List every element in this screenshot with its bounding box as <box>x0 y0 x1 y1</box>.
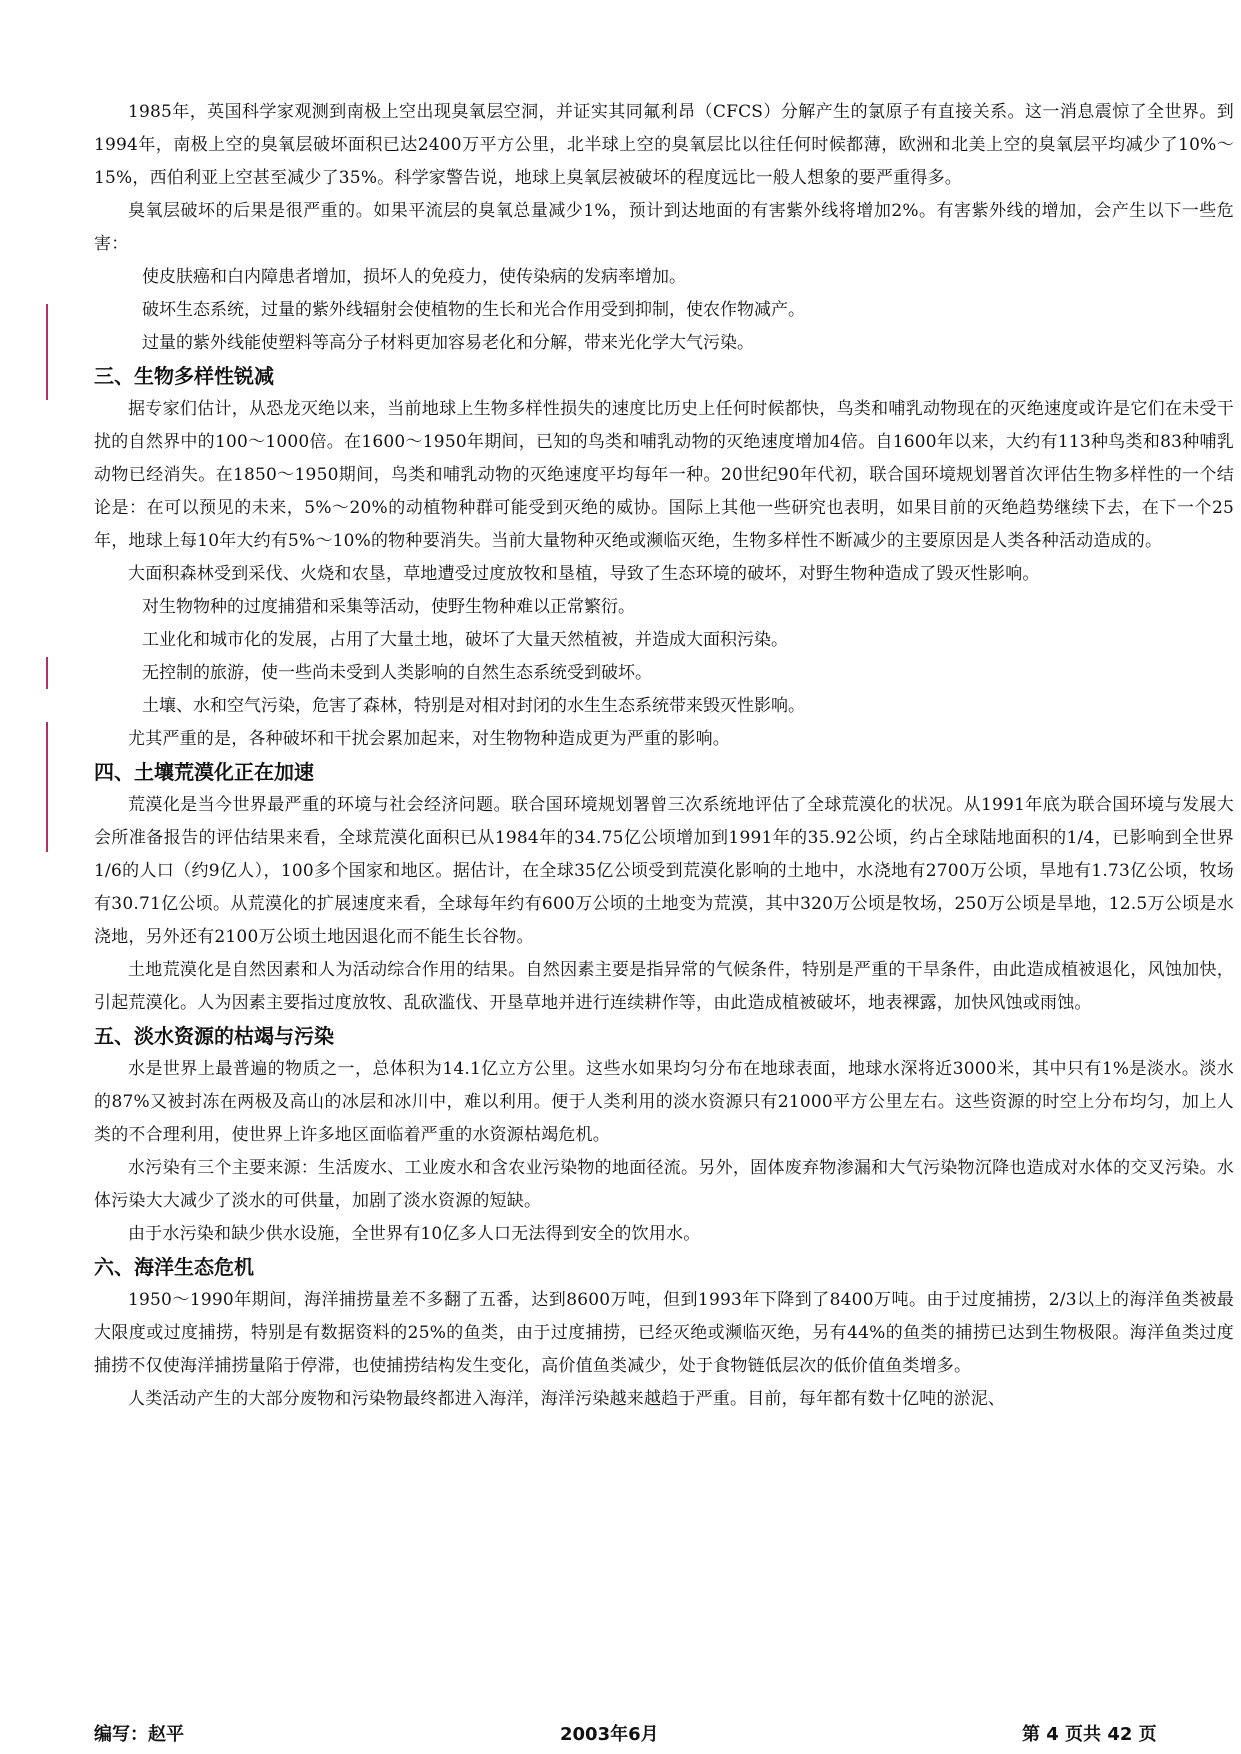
list-item: 使皮肤癌和白内障患者增加，损坏人的免疫力，使传染病的发病率增加。 <box>142 267 686 287</box>
paragraph: 据专家们估计，从恐龙灭绝以来，当前地球上生物多样性损失的速度比历史上任何时候都快，鸟类和哺乳动物现在的灭绝速度或许是它们在未受干扰的自然界中的100～1000倍。在1600～1950年期间，已知的鸟类和哺乳动物的灭绝速度增加4倍。自1600年以来，大约有113种鸟类和83种哺乳动物已经消失。在1850～1950期间，鸟类和哺乳动物的灭绝速度平均每年一种。20世纪90年代初，联合国环境规划署首次评估生物多样性的一个结论是：在可以预见的未来，5%～20%的动植物种群可能受到灭绝的威协。国际上其他一些研究也表明，如果目前的灭绝趋势继续下去，在下一个25年，地球上每10年大约有5%～10%的物种要消失。当前大量物种灭绝或濒临灭绝，生物多样性不断减少的主要原因是人类各种活动造成的。 <box>94 399 1234 551</box>
list-item: 对生物物种的过度捕猎和采集等活动，使野生物种难以正常繁衍。 <box>142 597 635 617</box>
paragraph: 大面积森林受到采伐、火烧和农垦，草地遭受过度放牧和垦植，导致了生态环境的破坏，对野生物种造成了毁灭性影响。 <box>128 564 1040 584</box>
paragraph: 水污染有三个主要来源：生活废水、工业废水和含农业污染物的地面径流。另外，固体废弃物渗漏和大气污染物沉降也造成对水体的交叉污染。水体污染大大减少了淡水的可供量，加剧了淡水资源的短缺。 <box>94 1158 1234 1211</box>
paragraph: 臭氧层破坏的后果是很严重的。如果平流层的臭氧总量减少1%，预计到达地面的有害紫外线将增加2%。有害紫外线的增加，会产生以下一些危害： <box>94 201 1234 254</box>
paragraph: 土地荒漠化是自然因素和人为活动综合作用的结果。自然因素主要是指异常的气候条件，特别是严重的干旱条件，由此造成植被退化，风蚀加快，引起荒漠化。人为因素主要指过度放牧、乱砍滥伐、开垦草地并进行连续耕作等，由此造成植被破坏，地表裸露，加快风蚀或雨蚀。 <box>94 960 1234 1013</box>
revision-bar <box>46 304 48 400</box>
footer-date: 2003年6月 <box>560 1724 659 1745</box>
list-item: 土壤、水和空气污染，危害了森林，特别是对相对封闭的水生生态系统带来毁灭性影响。 <box>142 696 805 716</box>
list-item: 过量的紫外线能使塑料等高分子材料更加容易老化和分解，带来光化学大气污染。 <box>142 333 754 353</box>
section-heading: 五、淡水资源的枯竭与污染 <box>94 1024 334 1048</box>
paragraph: 荒漠化是当今世界最严重的环境与社会经济问题。联合国环境规划署曾三次系统地评估了全球荒漠化的状况。从1991年底为联合国环境与发展大会所准备报告的评估结果来看，全球荒漠化面积已从1984年的34.75亿公顷增加到1991年的35.92公顷，约占全球陆地面积的1/4，已影响到全世界1/6的人口（约9亿人），100多个国家和地区。据估计，在全球35亿公顷受到荒漠化影响的土地中，水浇地有2700万公顷，旱地有1.73亿公顷，牧场有30.71亿公顷。从荒漠化的扩展速度来看，全球每年约有600万公顷的土地变为荒漠，其中320万公顷是牧场，250万公顷是旱地，12.5万公顷是水浇地，另外还有2100万公顷土地因退化而不能生长谷物。 <box>94 795 1234 947</box>
paragraph: 尤其严重的是，各种破坏和干扰会累加起来，对生物物种造成更为严重的影响。 <box>128 729 730 749</box>
section-heading: 四、土壤荒漠化正在加速 <box>94 760 314 784</box>
revision-bar <box>46 722 48 852</box>
revision-bar <box>46 657 48 689</box>
footer-page-number: 第 4 页共 42 页 <box>1022 1724 1157 1745</box>
list-item: 破坏生态系统，过量的紫外线辐射会使植物的生长和光合作用受到抑制，使农作物减产。 <box>142 300 805 320</box>
paragraph: 由于水污染和缺少供水设施，全世界有10亿多人口无法得到安全的饮用水。 <box>128 1224 701 1244</box>
footer-author: 编写：赵平 <box>94 1724 184 1745</box>
paragraph: 1950～1990年期间，海洋捕捞量差不多翻了五番，达到8600万吨，但到1993年下降到了8400万吨。由于过度捕捞，2/3以上的海洋鱼类被最大限度或过度捕捞，特别是有数据资料的25%的鱼类，由于过度捕捞，已经灭绝或濒临灭绝，另有44%的鱼类的捕捞已达到生物极限。海洋鱼类过度捕捞不仅使海洋捕捞量陷于停滞，也使捕捞结构发生变化，高价值鱼类减少，处于食物链低层次的低价值鱼类增多。 <box>94 1290 1234 1376</box>
document-body <box>94 96 1234 1416</box>
paragraph: 1985年，英国科学家观测到南极上空出现臭氧层空洞，并证实其同氟利昂（CFCS）分解产生的氯原子有直接关系。这一消息震惊了全世界。到1994年，南极上空的臭氧层破坏面积已达2400万平方公里，北半球上空的臭氧层比以往任何时候都薄，欧洲和北美上空的臭氧层平均减少了10%～15%，西伯利亚上空甚至减少了35%。科学家警告说，地球上臭氧层被破坏的程度远比一般人想象的要严重得多。 <box>94 102 1234 188</box>
section-heading: 三、生物多样性锐减 <box>94 364 274 388</box>
list-item: 工业化和城市化的发展，占用了大量土地，破坏了大量天然植被，并造成大面积污染。 <box>142 630 788 650</box>
section-heading: 六、海洋生态危机 <box>94 1255 254 1279</box>
paragraph: 水是世界上最普遍的物质之一，总体积为14.1亿立方公里。这些水如果均匀分布在地球表面，地球水深将近3000米，其中只有1%是淡水。淡水的87%又被封冻在两极及高山的冰层和冰川中，难以利用。便于人类利用的淡水资源只有21000平方公里左右。这些资源的时空上分布均匀，加上人类的不合理利用，使世界上许多地区面临着严重的水资源枯竭危机。 <box>94 1059 1234 1145</box>
page-footer <box>94 1720 1234 1746</box>
paragraph: 人类活动产生的大部分废物和污染物最终都进入海洋，海洋污染越来越趋于严重。目前，每年都有数十亿吨的淤泥、 <box>128 1389 1006 1409</box>
list-item: 无控制的旅游，使一些尚未受到人类影响的自然生态系统受到破坏。 <box>142 663 652 683</box>
